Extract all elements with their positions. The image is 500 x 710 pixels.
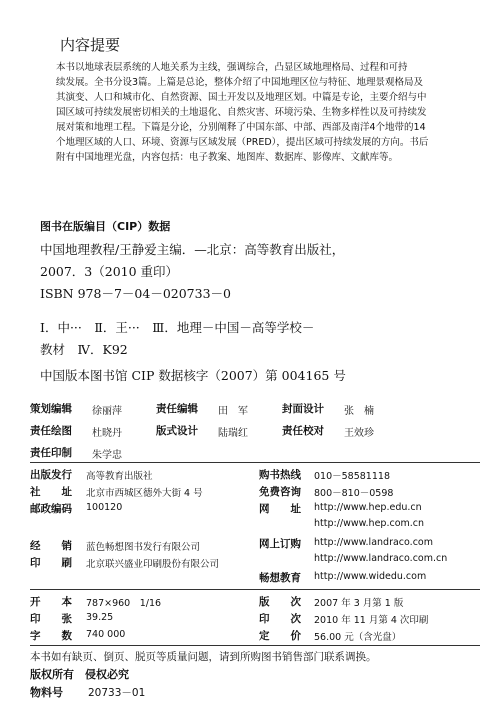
spec-label: 印 张 bbox=[30, 613, 72, 625]
spec-label: 开 本 bbox=[30, 596, 72, 608]
cip-classification-2: 教材 Ⅳ．K92 bbox=[40, 342, 128, 357]
publish-label: 畅想教育 bbox=[259, 572, 301, 584]
spec-value: 2010 年 11 月第 4 次印刷 bbox=[314, 615, 429, 626]
publish-label: 免费咨询 bbox=[259, 486, 301, 498]
publish-value: 北京市西城区德外大街 4 号 bbox=[86, 488, 203, 499]
website-link[interactable]: http://www.widedu.com bbox=[314, 571, 427, 582]
quality-notice: 本书如有缺页、倒页、脱页等质量问题，请到所购图书销售部门联系调换。 bbox=[30, 651, 377, 663]
item-number-value: 20733－01 bbox=[88, 687, 146, 699]
summary-line: 本书以地球表层系统的人地关系为主线，强调综合，凸显区域地理格局、过程和可持 bbox=[56, 62, 408, 73]
editor-label: 责任校对 bbox=[282, 425, 324, 437]
item-number-label: 物料号 bbox=[30, 686, 63, 699]
summary-line: 其演变、人口和城市化、自然资源、国土开发以及地理区划。中篇是专论，主要介绍与中 bbox=[56, 92, 427, 103]
spec-label: 定 价 bbox=[259, 630, 301, 642]
publish-label: 购书热线 bbox=[259, 469, 301, 481]
editor-name: 陆瑞红 bbox=[218, 428, 248, 439]
spec-value: 787×960 1/16 bbox=[86, 598, 162, 609]
publish-label: 经 销 bbox=[30, 540, 72, 552]
cip-classification-1: Ⅰ．中··· Ⅱ．王··· Ⅲ．地理－中国－高等学校－ bbox=[40, 320, 315, 335]
spec-value: 39.25 bbox=[86, 612, 114, 623]
summary-line: 展对策和地理工程。下篇是分论，分别阐释了中国东部、中部、西部及南洋4个地带的14 bbox=[56, 122, 426, 133]
cip-verification: 中国版本图书馆 CIP 数据核字（2007）第 004165 号 bbox=[40, 368, 346, 383]
website-link[interactable]: http://www.landraco.com.cn bbox=[314, 553, 448, 564]
publish-label: 网 址 bbox=[259, 503, 301, 515]
summary-line: 续发展。全书分设3篇。上篇是总论，整体介绍了中国地理区位与特征、地理景观格局及 bbox=[56, 77, 424, 88]
website-link[interactable]: http://www.landraco.com bbox=[314, 537, 433, 548]
editor-name: 朱学忠 bbox=[92, 450, 122, 461]
spec-label: 字 数 bbox=[30, 630, 72, 642]
spec-value: 740 000 bbox=[86, 629, 126, 640]
divider bbox=[30, 589, 480, 590]
editor-name: 张 楠 bbox=[344, 406, 374, 417]
publish-label: 印 刷 bbox=[30, 557, 72, 569]
editor-label: 策划编辑 bbox=[30, 403, 72, 415]
publish-label: 邮政编码 bbox=[30, 503, 72, 515]
page-title: 内容提要 bbox=[60, 36, 121, 54]
spec-value: 2007 年 3 月第 1 版 bbox=[314, 598, 404, 609]
cip-line-1: 中国地理教程/王静爱主编．—北京：高等教育出版社， bbox=[40, 242, 345, 257]
publish-value: 100120 bbox=[86, 502, 123, 513]
editor-label: 责任印制 bbox=[30, 447, 72, 459]
spec-label: 版 次 bbox=[259, 596, 301, 608]
publish-value: 010－58581118 bbox=[314, 471, 390, 482]
editor-label: 责任绘图 bbox=[30, 425, 72, 437]
editor-name: 王效珍 bbox=[344, 428, 374, 439]
cip-heading: 图书在版编目（CIP）数据 bbox=[40, 220, 171, 233]
editor-label: 版式设计 bbox=[156, 425, 198, 437]
publish-label: 社 址 bbox=[30, 486, 72, 498]
publish-value: 北京联兴盛业印刷股份有限公司 bbox=[86, 559, 220, 570]
summary-line: 附有中国地理光盘，内容包括：电子教案、地图库、数据库、影像库、文献库等。 bbox=[56, 152, 399, 163]
summary-line: 国区域可持续发展密切相关的土地退化、自然灾害、环境污染、生物多样性以及可持续发 bbox=[56, 107, 427, 118]
publish-label: 出版发行 bbox=[30, 469, 72, 481]
editor-name: 徐丽萍 bbox=[92, 406, 122, 417]
divider bbox=[30, 645, 480, 646]
publish-value: 蓝色畅想图书发行有限公司 bbox=[86, 542, 201, 553]
editor-label: 责任编辑 bbox=[156, 403, 198, 415]
rights-notice: 版权所有 侵权必究 bbox=[30, 668, 129, 681]
editor-name: 田 军 bbox=[218, 406, 248, 417]
publish-value: 800－810－0598 bbox=[314, 488, 394, 499]
editor-label: 封面设计 bbox=[282, 403, 324, 415]
editor-name: 杜晓丹 bbox=[92, 428, 122, 439]
divider bbox=[30, 462, 480, 463]
summary-text bbox=[56, 60, 466, 165]
website-link[interactable]: http://www.hep.com.cn bbox=[314, 518, 425, 529]
website-link[interactable]: http://www.hep.edu.cn bbox=[314, 502, 422, 513]
spec-label: 印 次 bbox=[259, 613, 301, 625]
price-value: 56.00 元（含光盘） bbox=[314, 632, 402, 643]
cip-isbn: ISBN 978－7－04－020733－0 bbox=[40, 286, 231, 301]
publish-value: 高等教育出版社 bbox=[86, 471, 153, 482]
cip-line-2: 2007．3（2010 重印） bbox=[40, 264, 179, 279]
summary-line: 个地理区域的人口、环境、资源与区域发展（PRED），提出区域可持续发展的方向。书后 bbox=[56, 137, 429, 148]
publish-label: 网上订购 bbox=[259, 538, 301, 550]
